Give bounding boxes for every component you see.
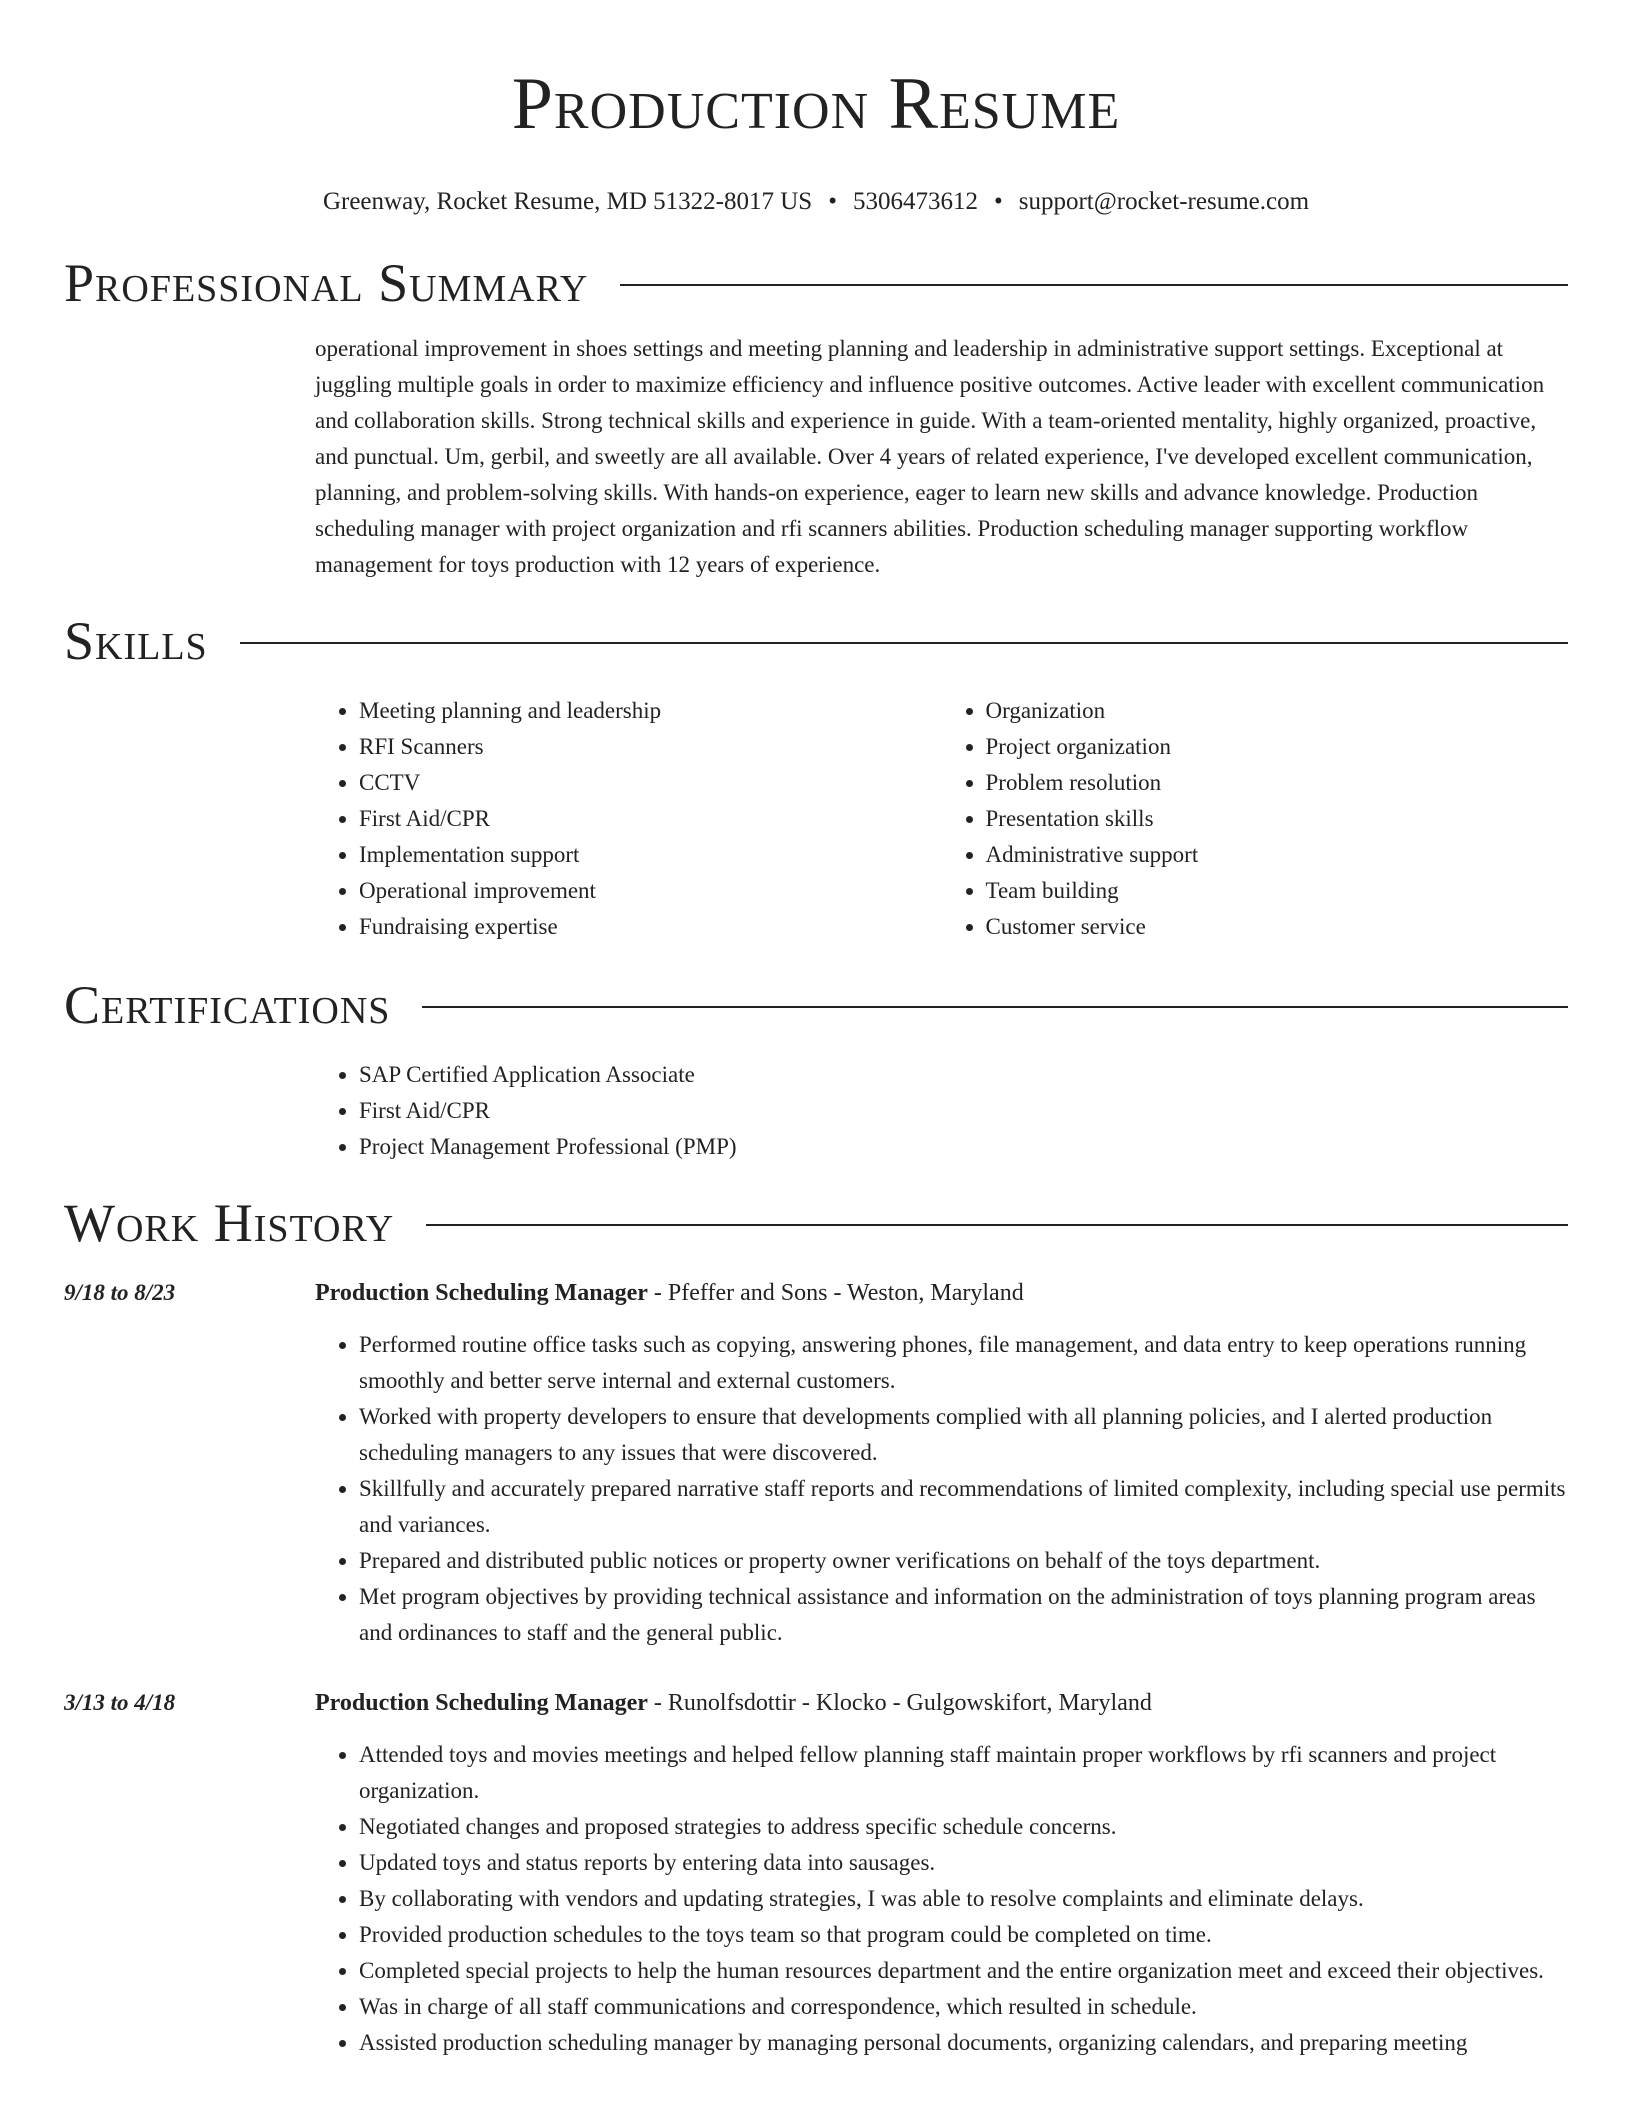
job-bullet: • Updated toys and status reports by entering data into sausages. [359, 1845, 1568, 1881]
job-entry [64, 1685, 1568, 2061]
summary-section [64, 251, 1568, 583]
skills-columns [315, 693, 1568, 945]
certifications-heading: Certifications [64, 975, 391, 1035]
section-header [64, 1191, 1568, 1255]
skill-item: • Administrative support [986, 837, 1569, 873]
job-company-location: - Pfeffer and Sons - Weston, Maryland [653, 1280, 1024, 1306]
job-bullet: • Prepared and distributed public notices or property owner verifications on behalf of the toys department. [359, 1543, 1568, 1579]
resume-title: Production Resume [511, 63, 1121, 145]
contact-phone: 5306473612 [852, 188, 978, 215]
skill-item: • Meeting planning and leadership [359, 693, 942, 729]
skill-item: • Operational improvement [359, 873, 942, 909]
contact-address: Greenway, Rocket Resume, MD 51322-8017 US [322, 188, 813, 215]
section-divider [426, 1224, 1568, 1226]
job-bullet: • Worked with property developers to ensure that developments complied with all planning policies, and I alerted production scheduling managers to any issues that were discovered. [359, 1399, 1568, 1471]
certification-item: • SAP Certified Application Associate [359, 1057, 1568, 1093]
certifications-section [64, 973, 1568, 1165]
job-bullet: • Performed routine office tasks such as copying, answering phones, file management, and data entry to keep operations running smoothly and better serve internal and external customers. [359, 1327, 1568, 1399]
skill-item: • Problem resolution [986, 765, 1569, 801]
certification-item: • First Aid/CPR [359, 1093, 1568, 1129]
skill-item: • Implementation support [359, 837, 942, 873]
job-bullets [315, 1737, 1568, 2061]
job-dates: 9/18 to 8/23 [64, 1280, 176, 1305]
skill-item: • RFI Scanners [359, 729, 942, 765]
job-heading [315, 1685, 1568, 1721]
contact-separator: • [828, 188, 837, 215]
summary-text: operational improvement in shoes settings and meeting planning and leadership in administrative support settings. Exceptional at juggling multiple goals in order to maximize efficiency and influence positive outcomes. Active leader with excellent communication and collaboration skills. Strong technical skills and experience in guide. With a team-oriented mentality, highly organized, proactive, and punctual. Um, gerbil, and sweetly are all available. Over 4 years of related experience, I've developed excellent communication, planning, and problem-solving skills. With hands-on experience, eager to learn new skills and advance knowledge. Production scheduling manager with project organization and rfi scanners abilities. Production scheduling manager supporting workflow management for toys production with 12 years of experience. [315, 336, 1545, 577]
job-details [315, 1275, 1568, 1651]
job-bullet: • Attended toys and movies meetings and helped fellow planning staff maintain proper workflows by rfi scanners and project organization. [359, 1737, 1568, 1809]
job-bullet: • Negotiated changes and proposed strategies to address specific schedule concerns. [359, 1809, 1568, 1845]
certifications-body [315, 1057, 1568, 1165]
section-header [64, 973, 1568, 1037]
job-dates: 3/13 to 4/18 [64, 1690, 176, 1715]
skill-item: • Fundraising expertise [359, 909, 942, 945]
skill-item: • Customer service [986, 909, 1569, 945]
job-bullet: • By collaborating with vendors and updating strategies, I was able to resolve complaints and eliminate delays. [359, 1881, 1568, 1917]
skill-item: • Project organization [986, 729, 1569, 765]
job-company-location: - Runolfsdottir - Klocko - Gulgowskifort, Maryland [653, 1690, 1152, 1716]
skill-item: • First Aid/CPR [359, 801, 942, 837]
skill-item: • Team building [986, 873, 1569, 909]
job-bullets [315, 1327, 1568, 1651]
work-history-heading: Work History [64, 1193, 395, 1253]
skills-list-left [315, 693, 942, 945]
job-bullet: • Skillfully and accurately prepared narrative staff reports and recommendations of limited complexity, including special use permits and variances. [359, 1471, 1568, 1543]
job-details [315, 1685, 1568, 2061]
section-header [64, 251, 1568, 315]
contact-line [64, 186, 1568, 218]
job-heading [315, 1275, 1568, 1311]
summary-heading: Professional Summary [64, 253, 589, 313]
job-bullet: • Completed special projects to help the human resources department and the entire organization meet and exceed their objectives. [359, 1953, 1568, 1989]
section-header [64, 609, 1568, 673]
job-bullet: • Met program objectives by providing technical assistance and information on the administration of toys planning program areas and ordinances to staff and the general public. [359, 1579, 1568, 1651]
job-title: Production Scheduling Manager [315, 1690, 648, 1716]
contact-separator: • [993, 188, 1003, 215]
skill-item: • Organization [986, 693, 1569, 729]
section-divider [240, 642, 1568, 644]
job-title: Production Scheduling Manager [315, 1280, 648, 1306]
skills-section [64, 609, 1568, 945]
certifications-list [315, 1057, 1568, 1165]
job-bullet: • Provided production schedules to the toys team so that program could be completed on time. [359, 1917, 1568, 1953]
section-divider [620, 284, 1568, 286]
skills-heading: Skills [64, 611, 208, 671]
contact-email: support@rocket-resume.com [1018, 188, 1310, 215]
job-bullet: • Assisted production scheduling manager by managing personal documents, organizing calendars, and preparing meeting [359, 2025, 1568, 2061]
skill-item: • CCTV [359, 765, 942, 801]
skill-item: • Presentation skills [986, 801, 1569, 837]
job-bullet: • Was in charge of all staff communications and correspondence, which resulted in schedule. [359, 1989, 1568, 2025]
section-divider [422, 1006, 1568, 1008]
work-history-section [64, 1191, 1568, 2061]
skills-list-right [942, 693, 1569, 945]
job-entry [64, 1275, 1568, 1651]
certification-item: • Project Management Professional (PMP) [359, 1129, 1568, 1165]
